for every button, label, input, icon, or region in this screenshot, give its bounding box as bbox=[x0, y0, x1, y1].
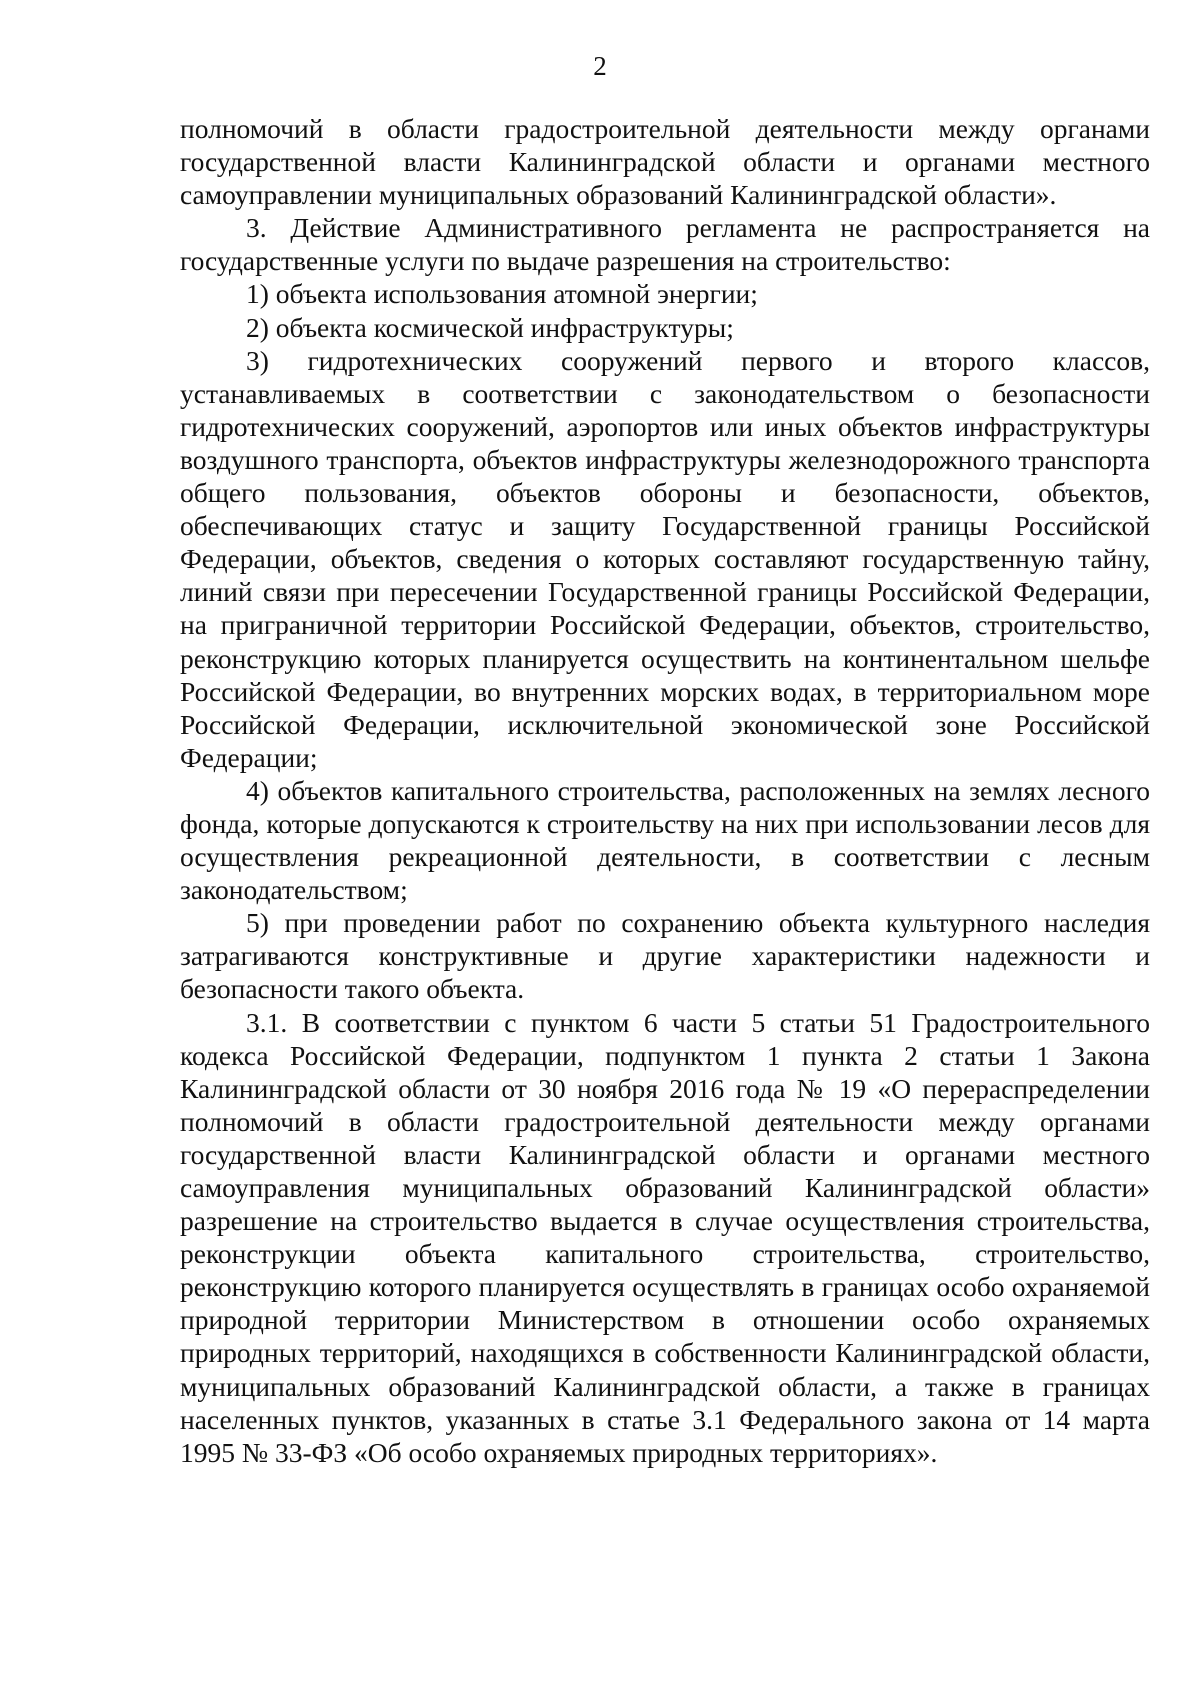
list-item-3: 3) гидротехнических сооружений первого и второго классов, устанавливаемых в соответствии с законодательством о безопасности гидротехнических сооружений, аэропортов или иных объектов инфраструктуры воздушного транспорта, объектов инфраструктуры железнодорожного транспорта общего пользования, объектов обороны и безопасности, объектов, обеспечивающих статус и защиту Государственной границы Российской Федерации, объектов, сведения о которых составляют государственную тайну, линий связи при пересечении Государственной границы Российской Федерации, на приграничной территории Российской Федерации, объектов, строительство, реконструкцию которых планируется осуществить на континентальном шельфе Российской Федерации, во внутренних морских водах, в территориальном море Российской Федерации, исключительной экономической зоне Российской Федерации; bbox=[180, 344, 1150, 773]
paragraph-item-3-1: 3.1. В соответствии с пунктом 6 части 5 статьи 51 Градостроительного кодекса Российской Федерации, подпунктом 1 пункта 2 статьи 1 Закона Калининградской области от 30 ноября 2016 года № 19 «О перераспределении полномочий в области градостроительной деятельности между органами государственной власти Калининградской области и органами местного самоуправления муниципальных образований Калининградской области» разрешение на строительство выдается в случае осуществления строительства, реконструкции объекта капитального строительства, строительство, реконструкцию которого планируется осуществлять в границах особо охраняемой природной территории Министерством в отношении особо охраняемых природных территорий, находящихся в собственности Калининградской области, муниципальных образований Калининградской области, а также в границах населенных пунктов, указанных в статье 3.1 Федерального закона от 14 марта 1995 № 33-ФЗ «Об особо охраняемых природных территориях». bbox=[180, 1006, 1150, 1468]
paragraph-item-3: 3. Действие Административного регламента не распространяется на государственные услуги по выдаче разрешения на строительство: bbox=[180, 212, 1150, 277]
list-item-4: 4) объектов капитального строительства, расположенных на землях лесного фонда, которые допускаются к строительству на них при использовании лесов для осуществления рекреационной деятельности, в соответствии с лесным законодательством; bbox=[180, 774, 1150, 906]
document-body bbox=[180, 112, 1150, 1469]
page-number: 2 bbox=[593, 51, 607, 81]
paragraph-continuation: полномочий в области градостроительной деятельности между органами государственной власти Калининградской области и органами местного самоуправлении муниципальных образований Калининградской области». bbox=[180, 113, 1150, 211]
list-item-2: 2) объекта космической инфраструктуры; bbox=[246, 311, 734, 343]
list-item-1: 1) объекта использования атомной энергии; bbox=[246, 278, 758, 310]
list-item-5: 5) при проведении работ по сохранению объекта культурного наследия затрагиваются конструктивные и другие характеристики надежности и безопасности такого объекта. bbox=[180, 907, 1150, 1005]
